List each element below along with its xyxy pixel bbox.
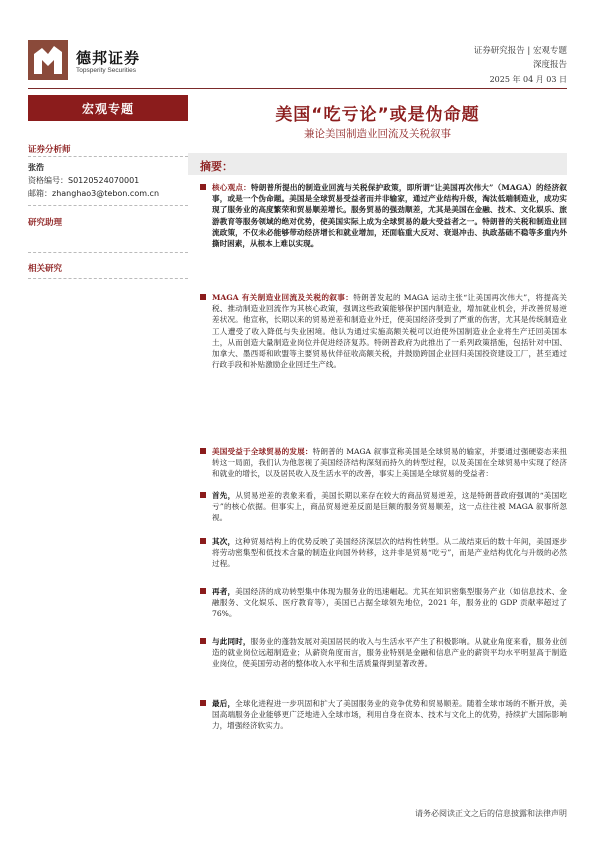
paragraph-core-view	[200, 182, 567, 249]
paragraph-text: 特朗普发起的 MAGA 运动主张“让美国再次伟大”，将提高关税、推动制造业回流作为其核心政策，强调这些政策能够保护国内制造业，增加就业机会，并改善贸易逆差状况。他宣称，长期以来的贸易逆差和制造业外迁，使美国经济受到了严重的伤害，尤其是传统制造业工人遭受了收入降低与失业困境。他认为通过实施高额关税可以迫使外国制造业企业将生产迁回美国本土，从而创造大量制造业岗位并促进经济复苏。特朗普政府为此推出了一系列政策措施，包括针对中国、加拿大、墨西哥和欧盟等主要贸易伙伴征收高额关税，并鼓励跨国企业回归美国投资建设工厂，甚至通过行政手段和补贴激励企业回迁生产线。	[212, 293, 567, 370]
sidebar-divider	[28, 156, 188, 158]
analyst-license: 资格编号：S0120524070001	[28, 176, 140, 185]
paragraph-lead: 与此同时，	[212, 637, 251, 646]
logo-text-en: Topsperity Securities	[76, 67, 136, 74]
paragraph-text: 这种贸易结构上的优势反映了美国经济深层次的结构性转型。从二战结束后的数十年间，美国逐步将劳动密集型和低技术含量的制造业向国外转移，这并非是贸易“吃亏”，而是产业结构优化与升级的必然过程。	[212, 537, 568, 569]
report-subtype: 深度报告	[532, 60, 567, 70]
paragraph-third	[200, 586, 567, 620]
sidebar-divider	[28, 252, 188, 254]
analyst-name: 张浩	[28, 163, 44, 172]
logo-text-cn: 德邦证券	[76, 49, 141, 67]
paragraph-text: 美国经济的成功转型集中体现为服务业的迅速崛起。尤其在知识密集型服务产业（如信息技术、金融服务、文化娱乐、医疗教育等），美国已占据全球领先地位，2021 年，服务业的 GDP 贡献率超过了 76%。	[212, 587, 568, 619]
page-title: 美国“吃亏论”或是伪命题	[275, 105, 480, 125]
sidebar-section-title: 宏观专题	[28, 95, 188, 121]
assistant-label: 研究助理	[28, 218, 63, 228]
paragraph-us-benefits	[200, 446, 567, 480]
paragraph-text: 特朗普的 MAGA 叙事宣称美国是全球贸易的输家，并要通过强硬姿态来扭转这一局面，我们认为他忽视了美国经济结构深刻而持久的转型过程，以及美国在全球贸易中实现了经济和就业的增长，以及居民收入及生活水平的改善，事实上美国是全球贸易的受益者：	[212, 447, 568, 479]
paragraph-meanwhile	[200, 636, 567, 670]
related-research-label: 相关研究	[28, 264, 63, 274]
company-logo	[28, 40, 68, 80]
disclaimer-footer: 请务必阅读正文之后的信息披露和法律声明	[415, 809, 567, 818]
abstract-bar	[188, 153, 567, 175]
paragraph-lead: MAGA 有关制造业回流及关税的叙事：	[212, 293, 354, 302]
sidebar-divider	[28, 278, 188, 280]
abstract-label: 摘要：	[200, 160, 233, 173]
logo-mark-icon	[28, 40, 68, 80]
paragraph-lead: 美国受益于全球贸易的发展：	[212, 447, 313, 456]
bullet-icon	[200, 700, 206, 706]
bullet-icon	[200, 638, 206, 644]
paragraph-lead: 核心观点：	[212, 183, 251, 192]
paragraph-second	[200, 536, 567, 570]
analyst-label: 证券分析师	[28, 145, 71, 155]
paragraph-text: 从贸易逆差的表象来看，美国长期以来存在较大的商品贸易逆差，这是特朗普政府强调的“美国吃亏”的核心依据。但事实上，商品贸易逆差反面是巨额的服务贸易顺差，这一点往往被 MAGA 叙事所忽视。	[212, 491, 568, 523]
bullet-icon	[200, 538, 206, 544]
report-date: 2025 年 04 月 03 日	[489, 75, 567, 84]
paragraph-lead: 再者，	[212, 587, 236, 596]
paragraph-text: 全球化进程进一步巩固和扩大了美国服务业的竞争优势和贸易顺差。随着全球市场的不断开放，美国高端服务企业能够更广泛地进入全球市场，利用自身在资本、技术与文化上的优势，持续扩大国际影响力，增强经济软实力。	[212, 699, 568, 731]
paragraph-lead: 首先，	[212, 491, 236, 500]
header-divider	[28, 88, 567, 89]
analyst-email[interactable]: 邮箱：zhanghao3@tebon.com.cn	[28, 189, 160, 198]
bullet-icon	[200, 294, 206, 300]
report-type: 证券研究报告 | 宏观专题	[473, 46, 567, 56]
bullet-icon	[200, 448, 206, 454]
paragraph-text: 特朗普所提出的制造业回流与关税保护政策，即所谓“让美国再次伟大”（MAGA）的经济叙事，或是一个伪命题。美国是全球贸易受益者而并非输家，通过产业结构升级，淘汰低端制造业，成功实现了服务业的高度繁荣和贸易顺差增长。服务贸易的强劲顺差，尤其是美国在金融、技术、文化娱乐、旅游教育等服务领域的绝对优势，使美国实际上成为全球贸易的最大受益者之一。特朗普的关税和制造业回流政策，不仅未必能够带动经济增长和就业增加，还面临重大反对、衰退冲击、执政基础不稳等多重内外撕时困素，从根本上难以实现。	[212, 183, 568, 249]
paragraph-lead: 最后，	[212, 699, 236, 708]
paragraph-finally	[200, 698, 567, 732]
paragraph-text: 服务业的蓬勃发展对美国居民的收入与生活水平产生了积极影响。从就业角度来看，服务业创造的就业岗位远超制造业；从薪资角度而言，服务业特别是金融和信息产业的薪资平均水平明显高于制造业岗位，使美国劳动者的整体收入水平和生活质量得到显著改善。	[212, 637, 568, 669]
bullet-icon	[200, 588, 206, 594]
sidebar-divider	[28, 205, 188, 207]
paragraph-maga-narrative	[200, 292, 567, 370]
paragraph-lead: 其次，	[212, 537, 236, 546]
paragraph-first	[200, 490, 567, 524]
bullet-icon	[200, 492, 206, 498]
bullet-icon	[200, 184, 206, 190]
page-subtitle: 兼论美国制造业回流及关税叙事	[304, 128, 451, 140]
